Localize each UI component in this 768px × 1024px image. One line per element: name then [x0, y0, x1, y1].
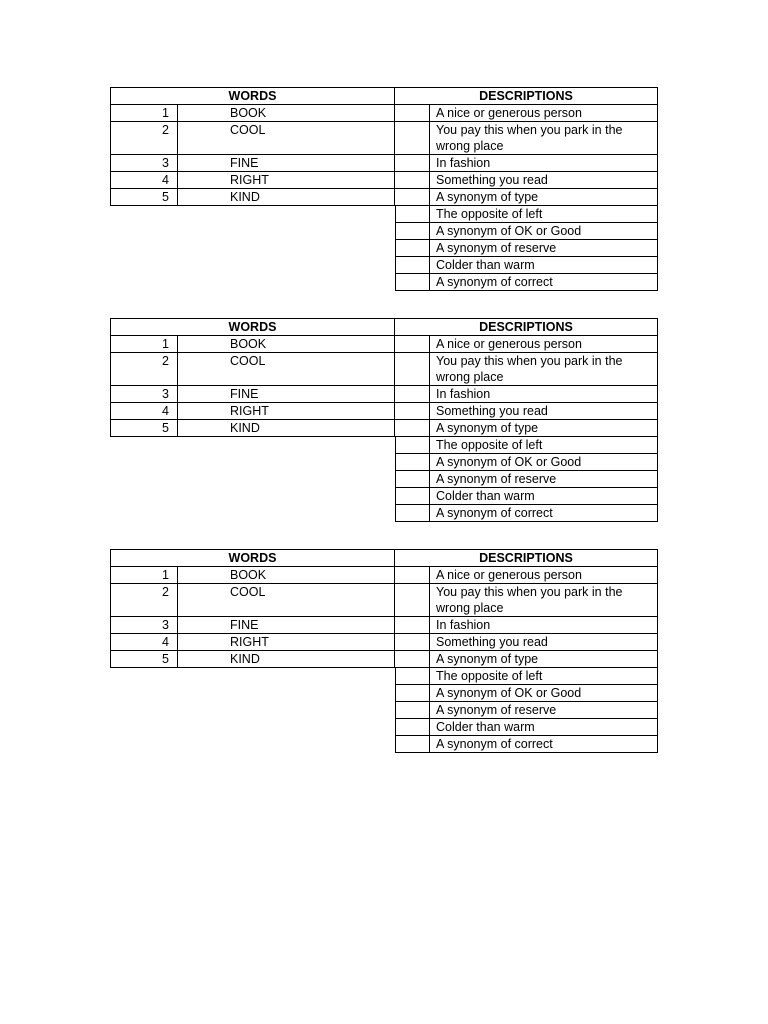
description-cell: A synonym of reserve: [430, 702, 658, 719]
description-only-row: [110, 223, 658, 240]
words-header: WORDS: [110, 549, 395, 567]
word-number: 3: [110, 155, 178, 172]
description-only-row: [110, 257, 658, 274]
word-cell: FINE: [178, 617, 395, 634]
empty-spacer: [110, 685, 395, 702]
empty-spacer: [110, 668, 395, 685]
matching-table: [110, 318, 658, 522]
description-cell: In fashion: [430, 617, 658, 634]
answer-blank[interactable]: [395, 206, 430, 223]
empty-spacer: [110, 437, 395, 454]
answer-blank[interactable]: [395, 240, 430, 257]
word-cell: COOL: [178, 122, 395, 155]
answer-blank[interactable]: [395, 505, 430, 522]
word-cell: KIND: [178, 420, 395, 437]
answer-blank[interactable]: [395, 567, 430, 584]
word-cell: FINE: [178, 155, 395, 172]
empty-spacer: [110, 274, 395, 291]
answer-blank[interactable]: [395, 155, 430, 172]
matching-table: [110, 87, 658, 291]
answer-blank[interactable]: [395, 719, 430, 736]
word-cell: COOL: [178, 353, 395, 386]
answer-blank[interactable]: [395, 223, 430, 240]
table-row: [110, 403, 658, 420]
word-cell: BOOK: [178, 105, 395, 122]
description-cell: A synonym of type: [430, 651, 658, 668]
table-row: [110, 172, 658, 189]
answer-blank[interactable]: [395, 471, 430, 488]
empty-spacer: [110, 223, 395, 240]
answer-blank[interactable]: [395, 736, 430, 753]
table-row: [110, 567, 658, 584]
description-cell: You pay this when you park in the wrong place: [430, 584, 658, 617]
description-cell: The opposite of left: [430, 668, 658, 685]
description-only-row: [110, 736, 658, 753]
description-cell: A nice or generous person: [430, 567, 658, 584]
answer-blank[interactable]: [395, 386, 430, 403]
empty-spacer: [110, 240, 395, 257]
table-row: [110, 155, 658, 172]
description-cell: A synonym of type: [430, 189, 658, 206]
empty-spacer: [110, 471, 395, 488]
table-header-row: [110, 318, 658, 336]
word-cell: KIND: [178, 189, 395, 206]
description-cell: A synonym of reserve: [430, 240, 658, 257]
description-only-row: [110, 505, 658, 522]
description-only-row: [110, 488, 658, 505]
description-cell: You pay this when you park in the wrong place: [430, 122, 658, 155]
answer-blank[interactable]: [395, 420, 430, 437]
description-cell: A synonym of OK or Good: [430, 685, 658, 702]
word-number: 3: [110, 386, 178, 403]
description-only-row: [110, 206, 658, 223]
description-cell: In fashion: [430, 386, 658, 403]
description-only-row: [110, 454, 658, 471]
answer-blank[interactable]: [395, 172, 430, 189]
description-only-row: [110, 471, 658, 488]
description-only-row: [110, 668, 658, 685]
description-cell: A synonym of OK or Good: [430, 223, 658, 240]
table-header-row: [110, 549, 658, 567]
table-row: [110, 105, 658, 122]
empty-spacer: [110, 488, 395, 505]
description-cell: A synonym of type: [430, 420, 658, 437]
answer-blank[interactable]: [395, 437, 430, 454]
description-cell: In fashion: [430, 155, 658, 172]
word-number: 1: [110, 105, 178, 122]
description-cell: Something you read: [430, 403, 658, 420]
answer-blank[interactable]: [395, 702, 430, 719]
table-row: [110, 420, 658, 437]
table-row: [110, 634, 658, 651]
answer-blank[interactable]: [395, 105, 430, 122]
empty-spacer: [110, 206, 395, 223]
description-cell: The opposite of left: [430, 437, 658, 454]
word-number: 5: [110, 420, 178, 437]
description-only-row: [110, 274, 658, 291]
description-cell: A synonym of correct: [430, 736, 658, 753]
description-only-row: [110, 685, 658, 702]
word-number: 2: [110, 353, 178, 386]
word-cell: RIGHT: [178, 403, 395, 420]
answer-blank[interactable]: [395, 189, 430, 206]
table-row: [110, 336, 658, 353]
table-row: [110, 189, 658, 206]
description-cell: You pay this when you park in the wrong place: [430, 353, 658, 386]
word-number: 2: [110, 122, 178, 155]
table-row: [110, 353, 658, 386]
word-number: 3: [110, 617, 178, 634]
word-number: 1: [110, 567, 178, 584]
empty-spacer: [110, 702, 395, 719]
word-cell: RIGHT: [178, 634, 395, 651]
table-row: [110, 122, 658, 155]
answer-blank[interactable]: [395, 257, 430, 274]
description-cell: A synonym of correct: [430, 505, 658, 522]
empty-spacer: [110, 454, 395, 471]
description-cell: Something you read: [430, 634, 658, 651]
table-row: [110, 617, 658, 634]
description-cell: A nice or generous person: [430, 105, 658, 122]
answer-blank[interactable]: [395, 651, 430, 668]
word-number: 4: [110, 634, 178, 651]
word-number: 4: [110, 172, 178, 189]
description-only-row: [110, 437, 658, 454]
description-only-row: [110, 719, 658, 736]
description-only-row: [110, 702, 658, 719]
table-row: [110, 651, 658, 668]
words-header: WORDS: [110, 87, 395, 105]
description-cell: Colder than warm: [430, 488, 658, 505]
empty-spacer: [110, 719, 395, 736]
answer-blank[interactable]: [395, 668, 430, 685]
description-cell: A synonym of OK or Good: [430, 454, 658, 471]
answer-blank[interactable]: [395, 454, 430, 471]
table-header-row: [110, 87, 658, 105]
description-cell: Colder than warm: [430, 257, 658, 274]
answer-blank[interactable]: [395, 122, 430, 155]
answer-blank[interactable]: [395, 685, 430, 702]
descriptions-header: DESCRIPTIONS: [395, 87, 658, 105]
word-cell: BOOK: [178, 336, 395, 353]
words-header: WORDS: [110, 318, 395, 336]
descriptions-header: DESCRIPTIONS: [395, 318, 658, 336]
description-cell: A synonym of correct: [430, 274, 658, 291]
empty-spacer: [110, 505, 395, 522]
table-row: [110, 584, 658, 617]
answer-blank[interactable]: [395, 353, 430, 386]
answer-blank[interactable]: [395, 274, 430, 291]
answer-blank[interactable]: [395, 336, 430, 353]
word-number: 1: [110, 336, 178, 353]
word-number: 5: [110, 651, 178, 668]
empty-spacer: [110, 257, 395, 274]
description-cell: A nice or generous person: [430, 336, 658, 353]
word-cell: KIND: [178, 651, 395, 668]
description-cell: Something you read: [430, 172, 658, 189]
table-row: [110, 386, 658, 403]
word-number: 2: [110, 584, 178, 617]
word-cell: RIGHT: [178, 172, 395, 189]
description-cell: The opposite of left: [430, 206, 658, 223]
word-number: 4: [110, 403, 178, 420]
answer-blank[interactable]: [395, 403, 430, 420]
word-cell: BOOK: [178, 567, 395, 584]
matching-table: [110, 549, 658, 753]
word-number: 5: [110, 189, 178, 206]
answer-blank[interactable]: [395, 584, 430, 617]
answer-blank[interactable]: [395, 488, 430, 505]
word-cell: FINE: [178, 386, 395, 403]
descriptions-header: DESCRIPTIONS: [395, 549, 658, 567]
description-only-row: [110, 240, 658, 257]
description-cell: A synonym of reserve: [430, 471, 658, 488]
answer-blank[interactable]: [395, 617, 430, 634]
description-cell: Colder than warm: [430, 719, 658, 736]
word-cell: COOL: [178, 584, 395, 617]
answer-blank[interactable]: [395, 634, 430, 651]
empty-spacer: [110, 736, 395, 753]
